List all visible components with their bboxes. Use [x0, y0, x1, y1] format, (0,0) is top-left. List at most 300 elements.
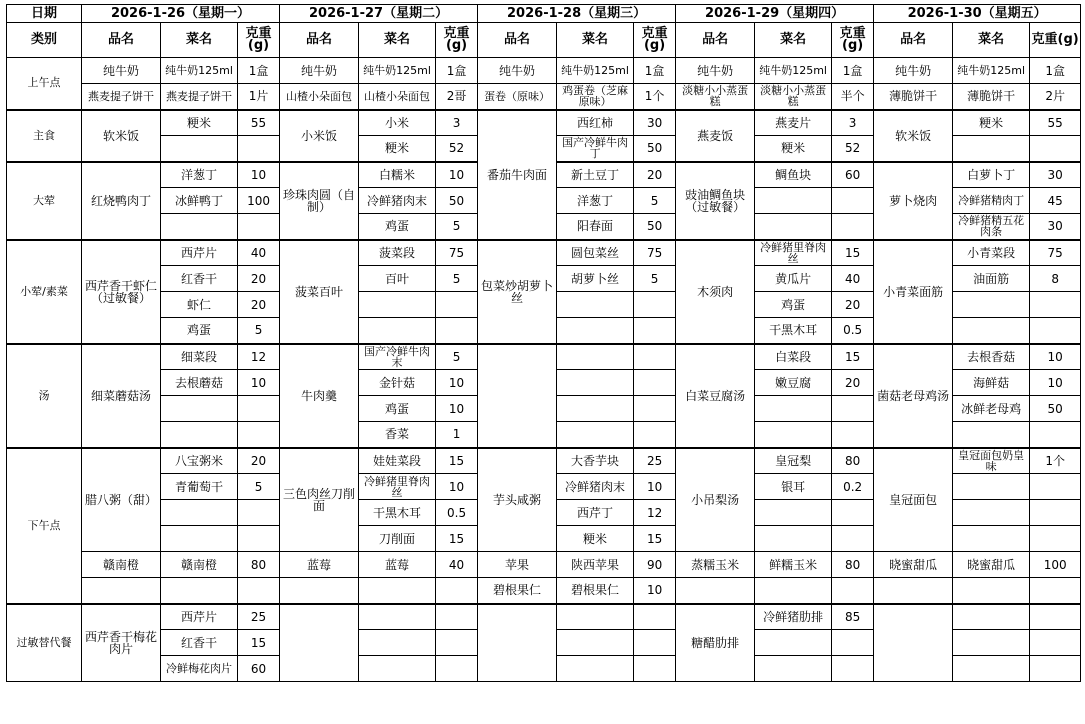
- ingredient-cell: 鸡蛋: [359, 214, 436, 240]
- day-3-date: 2026-1-28（星期三）: [478, 5, 676, 23]
- dish-cell: [676, 578, 755, 604]
- ingredient-cell: [359, 630, 436, 656]
- weight-cell: [436, 318, 478, 344]
- ingredient-cell: 鲷鱼块: [755, 162, 832, 188]
- ingredient-cell: 小青菜段: [953, 240, 1030, 266]
- dish-cell: 纯牛奶: [82, 58, 161, 84]
- dish-cell: 豉油鲷鱼块（过敏餐）: [676, 162, 755, 240]
- weight-cell: 1盒: [1030, 58, 1081, 84]
- dish-cell: 包菜炒胡萝卜丝: [478, 240, 557, 344]
- dish-cell: 小青菜面筋: [874, 240, 953, 344]
- ingredient-cell: 纯牛奶125ml: [557, 58, 634, 84]
- ingredient-cell: [755, 578, 832, 604]
- weight-cell: [1030, 422, 1081, 448]
- dish-cell: 腊八粥（甜）: [82, 448, 161, 552]
- ingredient-cell: [557, 656, 634, 682]
- ingredient-cell: 燕麦提子饼干: [161, 84, 238, 110]
- weight-cell: [238, 526, 280, 552]
- weight-cell: 30: [634, 110, 676, 136]
- ingredient-cell: 鸡蛋: [755, 292, 832, 318]
- ingredient-cell: [557, 396, 634, 422]
- ingredient-cell: 纯牛奶125ml: [953, 58, 1030, 84]
- ingredient-cell: 金针菇: [359, 370, 436, 396]
- weight-cell: [238, 396, 280, 422]
- weight-cell: [832, 578, 874, 604]
- ingredient-cell: [161, 136, 238, 162]
- ingredient-cell: 鸡蛋: [161, 318, 238, 344]
- dish-cell: [478, 110, 557, 136]
- col-ingredient: 菜名: [161, 23, 238, 58]
- weight-cell: 1: [436, 422, 478, 448]
- weight-cell: 80: [832, 448, 874, 474]
- col-weight: 克重(g): [1030, 23, 1081, 58]
- weight-cell: 60: [832, 162, 874, 188]
- table-row: [7, 110, 1081, 136]
- ingredient-cell: 西芹片: [161, 240, 238, 266]
- weight-cell: [1030, 136, 1081, 162]
- weight-cell: 45: [1030, 188, 1081, 214]
- ingredient-cell: [557, 422, 634, 448]
- ingredient-cell: 粳米: [359, 136, 436, 162]
- dish-cell: [874, 578, 953, 604]
- category-label: 类别: [7, 23, 82, 58]
- weight-cell: [1030, 318, 1081, 344]
- ingredient-cell: 粳米: [161, 110, 238, 136]
- dish-cell: 薄脆饼干: [874, 84, 953, 110]
- weight-cell: 10: [238, 162, 280, 188]
- weight-cell: 30: [1030, 214, 1081, 240]
- dish-cell: 晓蜜甜瓜: [874, 552, 953, 578]
- dish-cell: 红烧鸭肉丁: [82, 162, 161, 240]
- ingredient-cell: 晓蜜甜瓜: [953, 552, 1030, 578]
- col-dish: 品名: [874, 23, 953, 58]
- ingredient-cell: 洋葱丁: [557, 188, 634, 214]
- weight-cell: 0.2: [832, 474, 874, 500]
- ingredient-cell: [161, 578, 238, 604]
- dish-cell: [478, 604, 557, 682]
- dish-cell: 蛋卷（原味）: [478, 84, 557, 110]
- weight-cell: 10: [436, 474, 478, 500]
- ingredient-cell: 阳春面: [557, 214, 634, 240]
- ingredient-cell: 西红柿: [557, 110, 634, 136]
- weight-cell: 85: [832, 604, 874, 630]
- ingredient-cell: 冷鲜猪里脊肉丝: [755, 240, 832, 266]
- weight-cell: [634, 422, 676, 448]
- dish-cell: 芋头咸粥: [478, 448, 557, 552]
- date-label: 日期: [7, 5, 82, 23]
- weight-cell: 1盒: [832, 58, 874, 84]
- weight-cell: [436, 656, 478, 682]
- ingredient-cell: 白萝卜丁: [953, 162, 1030, 188]
- ingredient-cell: [953, 656, 1030, 682]
- ingredient-cell: [557, 344, 634, 370]
- weight-cell: 0.5: [832, 318, 874, 344]
- weight-cell: 50: [1030, 396, 1081, 422]
- dish-cell: 西芹香干梅花肉片: [82, 604, 161, 682]
- ingredient-cell: [953, 136, 1030, 162]
- ingredient-cell: [953, 474, 1030, 500]
- weight-cell: [832, 188, 874, 214]
- ingredient-cell: 菠菜段: [359, 240, 436, 266]
- table-row: [7, 552, 1081, 578]
- weight-cell: [634, 656, 676, 682]
- ingredient-cell: 大香芋块: [557, 448, 634, 474]
- weight-cell: 10: [436, 162, 478, 188]
- weekly-menu-table: [6, 4, 1081, 682]
- weight-cell: 10: [436, 396, 478, 422]
- weight-cell: 20: [238, 292, 280, 318]
- ingredient-cell: 鸡蛋: [359, 396, 436, 422]
- dish-cell: 牛肉羹: [280, 344, 359, 448]
- weight-cell: 半个: [832, 84, 874, 110]
- weight-cell: [1030, 474, 1081, 500]
- weight-cell: 1片: [238, 84, 280, 110]
- weight-cell: [634, 292, 676, 318]
- ingredient-cell: 国产冷鲜牛肉丁: [557, 136, 634, 162]
- ingredient-cell: [557, 630, 634, 656]
- weight-cell: 5: [238, 474, 280, 500]
- weight-cell: 5: [238, 318, 280, 344]
- weight-cell: [634, 396, 676, 422]
- col-dish: 品名: [280, 23, 359, 58]
- dish-cell: 珍珠肉圆（自制）: [280, 162, 359, 240]
- ingredient-cell: 陕西苹果: [557, 552, 634, 578]
- day-2-date: 2026-1-27（星期二）: [280, 5, 478, 23]
- weight-cell: 15: [634, 526, 676, 552]
- ingredient-cell: 鸡蛋卷（芝麻原味）: [557, 84, 634, 110]
- ingredient-cell: 冷鲜猪里脊肉丝: [359, 474, 436, 500]
- weight-cell: [634, 318, 676, 344]
- col-weight: 克重(g): [238, 23, 280, 58]
- weight-cell: 20: [832, 292, 874, 318]
- weight-cell: [1030, 656, 1081, 682]
- ingredient-cell: [359, 656, 436, 682]
- column-header-row: [7, 23, 1081, 58]
- weight-cell: 1个: [1030, 448, 1081, 474]
- weight-cell: 12: [634, 500, 676, 526]
- date-row: [7, 5, 1081, 23]
- ingredient-cell: [953, 604, 1030, 630]
- ingredient-cell: 嫩豆腐: [755, 370, 832, 396]
- table-row: [7, 84, 1081, 110]
- ingredient-cell: 冰鲜鸭丁: [161, 188, 238, 214]
- weight-cell: 10: [634, 474, 676, 500]
- ingredient-cell: [755, 422, 832, 448]
- ingredient-cell: [953, 500, 1030, 526]
- weight-cell: 100: [1030, 552, 1081, 578]
- table-row: [7, 448, 1081, 474]
- col-ingredient: 菜名: [557, 23, 634, 58]
- category-side-dish: 小荤/素菜: [7, 240, 82, 344]
- weight-cell: 10: [436, 370, 478, 396]
- ingredient-cell: 皇冠梨: [755, 448, 832, 474]
- category-soup: 汤: [7, 344, 82, 448]
- weight-cell: [1030, 292, 1081, 318]
- ingredient-cell: [359, 318, 436, 344]
- weight-cell: [832, 526, 874, 552]
- table-row: [7, 578, 1081, 604]
- category-allergy: 过敏替代餐: [7, 604, 82, 682]
- ingredient-cell: [953, 526, 1030, 552]
- ingredient-cell: [161, 214, 238, 240]
- weight-cell: 20: [238, 448, 280, 474]
- weight-cell: [1030, 630, 1081, 656]
- ingredient-cell: 黄瓜片: [755, 266, 832, 292]
- dish-cell: 软米饭: [82, 110, 161, 162]
- weight-cell: 20: [634, 162, 676, 188]
- ingredient-cell: [953, 578, 1030, 604]
- ingredient-cell: 国产冷鲜牛肉末: [359, 344, 436, 370]
- weight-cell: 5: [436, 344, 478, 370]
- weight-cell: 10: [1030, 344, 1081, 370]
- dish-cell: 纯牛奶: [478, 58, 557, 84]
- ingredient-cell: 干黑木耳: [755, 318, 832, 344]
- ingredient-cell: [953, 630, 1030, 656]
- dish-cell: [478, 214, 557, 240]
- dish-cell: 燕麦饭: [676, 110, 755, 162]
- ingredient-cell: 红香干: [161, 630, 238, 656]
- ingredient-cell: 纯牛奶125ml: [755, 58, 832, 84]
- ingredient-cell: 纯牛奶125ml: [161, 58, 238, 84]
- ingredient-cell: 燕麦片: [755, 110, 832, 136]
- weight-cell: 80: [238, 552, 280, 578]
- weight-cell: 3: [436, 110, 478, 136]
- ingredient-cell: 小米: [359, 110, 436, 136]
- weight-cell: [832, 396, 874, 422]
- ingredient-cell: 银耳: [755, 474, 832, 500]
- weight-cell: [1030, 500, 1081, 526]
- col-dish: 品名: [676, 23, 755, 58]
- dish-cell: 西芹香干虾仁（过敏餐）: [82, 240, 161, 344]
- ingredient-cell: 去根蘑菇: [161, 370, 238, 396]
- dish-cell: 三色肉丝刀削面: [280, 448, 359, 552]
- weight-cell: 25: [634, 448, 676, 474]
- col-dish: 品名: [82, 23, 161, 58]
- ingredient-cell: 山楂小朵面包: [359, 84, 436, 110]
- weight-cell: 5: [436, 266, 478, 292]
- weight-cell: 40: [832, 266, 874, 292]
- dish-cell: 菌菇老母鸡汤: [874, 344, 953, 448]
- ingredient-cell: [953, 318, 1030, 344]
- weight-cell: [832, 656, 874, 682]
- ingredient-cell: 冷鲜猪肉末: [557, 474, 634, 500]
- ingredient-cell: 冰鲜老母鸡: [953, 396, 1030, 422]
- weight-cell: 75: [634, 240, 676, 266]
- ingredient-cell: 冷鲜梅花肉片: [161, 656, 238, 682]
- weight-cell: 40: [238, 240, 280, 266]
- weight-cell: 5: [634, 188, 676, 214]
- ingredient-cell: 冷鲜猪肉末: [359, 188, 436, 214]
- ingredient-cell: 纯牛奶125ml: [359, 58, 436, 84]
- ingredient-cell: [953, 292, 1030, 318]
- dish-cell: [478, 188, 557, 214]
- dish-cell: [478, 344, 557, 448]
- ingredient-cell: 薄脆饼干: [953, 84, 1030, 110]
- weight-cell: 1个: [634, 84, 676, 110]
- weight-cell: 1盒: [634, 58, 676, 84]
- ingredient-cell: 油面筋: [953, 266, 1030, 292]
- weight-cell: 60: [238, 656, 280, 682]
- dish-cell: [82, 578, 161, 604]
- weight-cell: 40: [436, 552, 478, 578]
- ingredient-cell: 蓝莓: [359, 552, 436, 578]
- ingredient-cell: 海鲜菇: [953, 370, 1030, 396]
- weight-cell: 20: [238, 266, 280, 292]
- weight-cell: 90: [634, 552, 676, 578]
- weight-cell: 10: [238, 370, 280, 396]
- weight-cell: 10: [1030, 370, 1081, 396]
- col-weight: 克重(g): [832, 23, 874, 58]
- table-row: [7, 58, 1081, 84]
- ingredient-cell: 粳米: [953, 110, 1030, 136]
- ingredient-cell: 淡糖小小蒸蛋糕: [755, 84, 832, 110]
- dish-cell: 萝卜烧肉: [874, 162, 953, 240]
- dish-cell: 山楂小朵面包: [280, 84, 359, 110]
- weight-cell: 10: [634, 578, 676, 604]
- ingredient-cell: [953, 422, 1030, 448]
- weight-cell: 55: [238, 110, 280, 136]
- weight-cell: [238, 500, 280, 526]
- weight-cell: [832, 422, 874, 448]
- weight-cell: [634, 604, 676, 630]
- dish-cell: 淡糖小小蒸蛋糕: [676, 84, 755, 110]
- ingredient-cell: 新土豆丁: [557, 162, 634, 188]
- weight-cell: 50: [436, 188, 478, 214]
- table-row: [7, 344, 1081, 370]
- dish-cell: 蒸糯玉米: [676, 552, 755, 578]
- ingredient-cell: [755, 188, 832, 214]
- weight-cell: 1盒: [436, 58, 478, 84]
- ingredient-cell: [755, 630, 832, 656]
- ingredient-cell: [755, 656, 832, 682]
- dish-cell: 碧根果仁: [478, 578, 557, 604]
- table-row: [7, 604, 1081, 630]
- ingredient-cell: 粳米: [755, 136, 832, 162]
- dish-cell: 番茄牛肉面: [478, 162, 557, 188]
- ingredient-cell: 鲜糯玉米: [755, 552, 832, 578]
- category-morning-snack: 上午点: [7, 58, 82, 110]
- ingredient-cell: [359, 604, 436, 630]
- ingredient-cell: 粳米: [557, 526, 634, 552]
- dish-cell: [280, 578, 359, 604]
- ingredient-cell: 西芹片: [161, 604, 238, 630]
- ingredient-cell: 八宝粥米: [161, 448, 238, 474]
- ingredient-cell: 虾仁: [161, 292, 238, 318]
- weight-cell: [436, 630, 478, 656]
- dish-cell: 白菜豆腐汤: [676, 344, 755, 448]
- ingredient-cell: 碧根果仁: [557, 578, 634, 604]
- dish-cell: 小吊梨汤: [676, 448, 755, 552]
- ingredient-cell: [359, 292, 436, 318]
- weight-cell: 52: [832, 136, 874, 162]
- ingredient-cell: 白菜段: [755, 344, 832, 370]
- ingredient-cell: 去根香菇: [953, 344, 1030, 370]
- ingredient-cell: 圆包菜丝: [557, 240, 634, 266]
- day-1-date: 2026-1-26（星期一）: [82, 5, 280, 23]
- weight-cell: 55: [1030, 110, 1081, 136]
- ingredient-cell: [755, 396, 832, 422]
- dish-cell: 苹果: [478, 552, 557, 578]
- dish-cell: [478, 136, 557, 162]
- weight-cell: [1030, 578, 1081, 604]
- weight-cell: 5: [436, 214, 478, 240]
- ingredient-cell: 百叶: [359, 266, 436, 292]
- weight-cell: 75: [1030, 240, 1081, 266]
- ingredient-cell: 冷鲜猪精五花肉条: [953, 214, 1030, 240]
- weight-cell: 30: [1030, 162, 1081, 188]
- col-ingredient: 菜名: [953, 23, 1030, 58]
- dish-cell: 赣南橙: [82, 552, 161, 578]
- dish-cell: 木须肉: [676, 240, 755, 344]
- dish-cell: 燕麦提子饼干: [82, 84, 161, 110]
- weight-cell: 2哥: [436, 84, 478, 110]
- weight-cell: [238, 214, 280, 240]
- ingredient-cell: [557, 370, 634, 396]
- dish-cell: 糖醋肋排: [676, 604, 755, 682]
- ingredient-cell: 皇冠面包奶皇味: [953, 448, 1030, 474]
- ingredient-cell: 冷鲜猪肋排: [755, 604, 832, 630]
- ingredient-cell: [557, 604, 634, 630]
- ingredient-cell: 冷鲜猪精肉丁: [953, 188, 1030, 214]
- weight-cell: 5: [634, 266, 676, 292]
- weight-cell: 100: [238, 188, 280, 214]
- col-weight: 克重(g): [436, 23, 478, 58]
- dish-cell: 菠菜百叶: [280, 240, 359, 344]
- weight-cell: 15: [436, 526, 478, 552]
- ingredient-cell: [755, 500, 832, 526]
- weight-cell: [238, 422, 280, 448]
- weight-cell: 15: [238, 630, 280, 656]
- weight-cell: 80: [832, 552, 874, 578]
- ingredient-cell: [755, 526, 832, 552]
- ingredient-cell: 白糯米: [359, 162, 436, 188]
- weight-cell: 0.5: [436, 500, 478, 526]
- weight-cell: 20: [832, 370, 874, 396]
- weight-cell: 52: [436, 136, 478, 162]
- ingredient-cell: 洋葱丁: [161, 162, 238, 188]
- ingredient-cell: 干黑木耳: [359, 500, 436, 526]
- weight-cell: [634, 344, 676, 370]
- ingredient-cell: [161, 500, 238, 526]
- weight-cell: 3: [832, 110, 874, 136]
- dish-cell: 细菜蘑菇汤: [82, 344, 161, 448]
- table-row: [7, 240, 1081, 266]
- ingredient-cell: 红香干: [161, 266, 238, 292]
- ingredient-cell: [755, 214, 832, 240]
- ingredient-cell: 细菜段: [161, 344, 238, 370]
- dish-cell: 纯牛奶: [874, 58, 953, 84]
- category-afternoon-snack: 下午点: [7, 448, 82, 604]
- weight-cell: 2片: [1030, 84, 1081, 110]
- ingredient-cell: [359, 578, 436, 604]
- weight-cell: [1030, 604, 1081, 630]
- ingredient-cell: 刀削面: [359, 526, 436, 552]
- dish-cell: 皇冠面包: [874, 448, 953, 552]
- weight-cell: [832, 500, 874, 526]
- weight-cell: 25: [238, 604, 280, 630]
- ingredient-cell: 胡萝卜丝: [557, 266, 634, 292]
- weight-cell: 15: [832, 240, 874, 266]
- weight-cell: [436, 604, 478, 630]
- category-staple: 主食: [7, 110, 82, 162]
- weight-cell: 12: [238, 344, 280, 370]
- ingredient-cell: [557, 292, 634, 318]
- dish-cell: 蓝莓: [280, 552, 359, 578]
- category-main-meat: 大荤: [7, 162, 82, 240]
- weight-cell: [634, 370, 676, 396]
- weight-cell: [238, 578, 280, 604]
- ingredient-cell: [161, 396, 238, 422]
